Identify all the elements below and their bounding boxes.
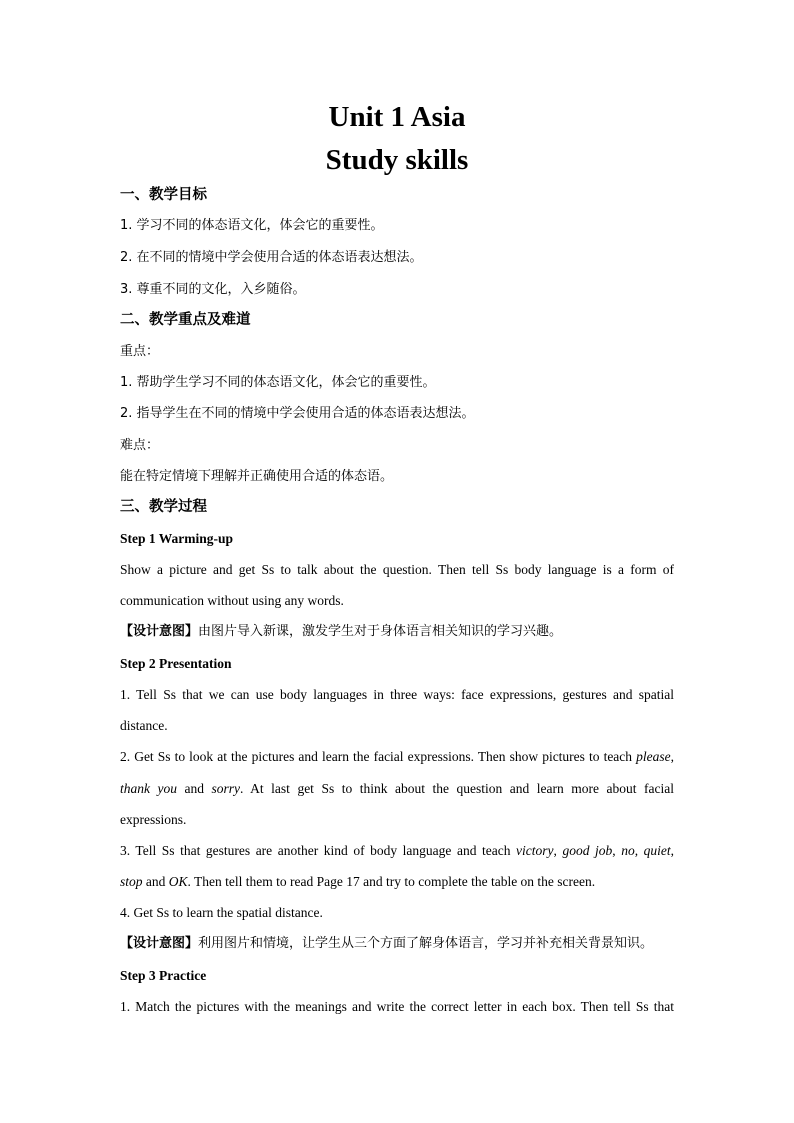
step2-p1-line1: 1. Tell Ss that we can use body languages in three ways: face expressions, gestures and spatial bbox=[120, 687, 674, 702]
step1-line2: communication without using any words. bbox=[120, 593, 344, 608]
step2-p1-line2: distance. bbox=[120, 718, 168, 733]
text-and: and bbox=[142, 874, 169, 889]
punct: , bbox=[670, 843, 675, 858]
punct: , bbox=[670, 749, 674, 764]
punct: , bbox=[612, 843, 622, 858]
word-no: no bbox=[621, 843, 635, 858]
step2-p2-line2 bbox=[120, 779, 674, 799]
text-and: and bbox=[177, 781, 212, 796]
step2-title: Step 2 Presentation bbox=[120, 656, 232, 671]
step2-design-intent bbox=[120, 934, 674, 954]
step2-p3-rest: . Then tell them to read Page 17 and try to complete the table on the screen. bbox=[187, 874, 596, 889]
design-intent-label: 【设计意图】 bbox=[120, 936, 199, 951]
step2-p3-text: 3. Tell Ss that gestures are another kind of body language and teach bbox=[120, 843, 517, 858]
objective-item-1: 1. 学习不同的体态语文化，体会它的重要性。 bbox=[120, 218, 384, 233]
key-label: 重点： bbox=[120, 344, 160, 359]
punct: , bbox=[553, 843, 563, 858]
step2-p2-text: 2. Get Ss to look at the pictures and learn the facial expressions. Then show pictures to teach bbox=[120, 749, 637, 764]
word-sorry: sorry bbox=[211, 781, 241, 796]
objectives-heading: 一、教学目标 bbox=[120, 187, 207, 203]
word-please: please bbox=[636, 749, 671, 764]
unit-title: Unit 1 Asia bbox=[328, 101, 466, 133]
difficult-text: 能在特定情境下理解并正确使用合适的体态语。 bbox=[120, 469, 394, 484]
step2-p2-line1 bbox=[120, 747, 674, 767]
focus-heading: 二、教学重点及难道 bbox=[120, 312, 251, 328]
difficult-label: 难点： bbox=[120, 438, 160, 453]
punct: , bbox=[634, 843, 644, 858]
step3-title: Step 3 Practice bbox=[120, 968, 207, 983]
step1-design-intent bbox=[120, 622, 674, 642]
word-good-job: good job bbox=[562, 843, 613, 858]
word-thank-you: thank you bbox=[120, 781, 177, 796]
step1-title: Step 1 Warming-up bbox=[120, 531, 234, 546]
process-heading: 三、教学过程 bbox=[120, 499, 207, 515]
step2-p4: 4. Get Ss to learn the spatial distance. bbox=[120, 905, 323, 920]
step2-p3-line2 bbox=[120, 872, 674, 892]
step2-p2-rest: . At last get Ss to think about the question and learn more about facial bbox=[240, 781, 674, 796]
objective-item-2: 2. 在不同的情境中学会使用合适的体态语表达想法。 bbox=[120, 250, 423, 265]
word-victory: victory bbox=[516, 843, 554, 858]
word-quiet: quiet bbox=[643, 843, 671, 858]
lesson-title: Study skills bbox=[325, 144, 469, 176]
objective-item-3: 3. 尊重不同的文化，入乡随俗。 bbox=[120, 282, 306, 297]
key-item-1: 1. 帮助学生学习不同的体态语文化，体会它的重要性。 bbox=[120, 375, 436, 390]
step2-p2-line3: expressions. bbox=[120, 812, 187, 827]
step2-p3-line1 bbox=[120, 841, 674, 861]
key-item-2: 2. 指导学生在不同的情境中学会使用合适的体态语表达想法。 bbox=[120, 406, 475, 421]
step1-line1: Show a picture and get Ss to talk about the question. Then tell Ss body language is a form of bbox=[120, 562, 674, 577]
design-intent-text: 利用图片和情境，让学生从三个方面了解身体语言，学习并补充相关背景知识。 bbox=[198, 936, 654, 951]
word-ok: OK bbox=[168, 874, 188, 889]
step3-p1-line1: 1. Match the pictures with the meanings and write the correct letter in each box. Then tell Ss that bbox=[120, 999, 674, 1014]
design-intent-label: 【设计意图】 bbox=[120, 624, 199, 639]
design-intent-text: 由图片导入新课，激发学生对于身体语言相关知识的学习兴趣。 bbox=[198, 624, 563, 639]
word-stop: stop bbox=[120, 874, 143, 889]
